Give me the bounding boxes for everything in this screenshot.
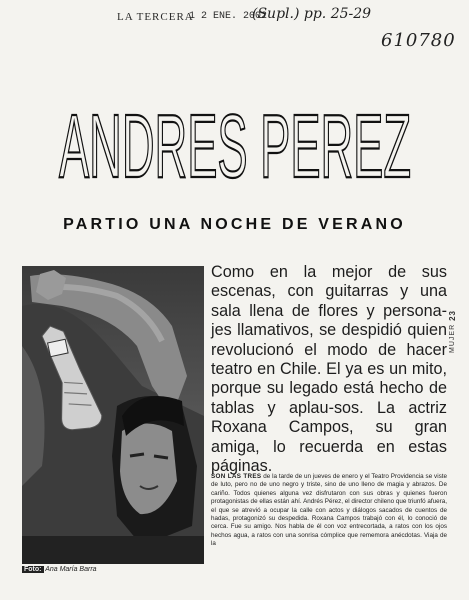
photo-credit-label: Foto: (24, 566, 42, 573)
handwritten-archive-code: 610780 (381, 30, 456, 51)
body-paragraph (211, 473, 447, 549)
title-text: ANDRES PEREZ (58, 97, 411, 197)
lead-paragraph: Como en la mejor de sus escenas, con guitarras y una sala llena de flores y persona-jes llamativos, se despidió quien revolucionó el modo de hacer teatro en Chile. El ya es un mito, porque su legado está hecho de tablas y aplau-sos. La actriz Roxana Campos, su gran amiga, lo recuerda en estas páginas. (211, 263, 447, 476)
body-kicker: SON LAS TRES (211, 473, 262, 480)
title-outline-text (55, 72, 415, 202)
date-stamp: 1 2 ENE. 2002 (189, 11, 268, 22)
article-title (0, 72, 469, 202)
photo-credit (22, 566, 204, 573)
page-footer-tag (448, 310, 464, 353)
body-text: de la tarde de un jueves de enero y el Teatro Providencia se viste de luto, pero no de uno negro y triste, sino de uno lleno de magia y abrazos. De cariño. Todos quienes alguna vez disfrutaron con sus obras y quienes fueron protagonistas de ellas están ahí. Andrés Pérez, el director chileno que triunfó afuera, el que se atrevió a ocupar la calle con actos y diálogos sacados de cuentos de hadas, protagonizó su despedida. Roxana Campos trabajó con él, lo conoció de cerca. Fue su amigo. Nos habla de él con voz entrecortada, a ratos con los ojos hechos agua, a ratos con una sonrisa cómplice que rememora anécdotas. Viaja de la (211, 473, 448, 548)
portrait-photo (22, 266, 204, 564)
source-stamp: LA TERCERA (117, 11, 194, 23)
handwritten-reference: (Supl.) pp. 25-29 (252, 6, 372, 22)
page-number: 23 (448, 310, 457, 321)
article-subtitle: PARTIO UNA NOCHE DE VERANO (63, 216, 406, 233)
page-section: MUJER (449, 323, 456, 353)
photo-credit-name: Ana María Barra (45, 566, 97, 573)
portrait-illustration (22, 266, 204, 564)
